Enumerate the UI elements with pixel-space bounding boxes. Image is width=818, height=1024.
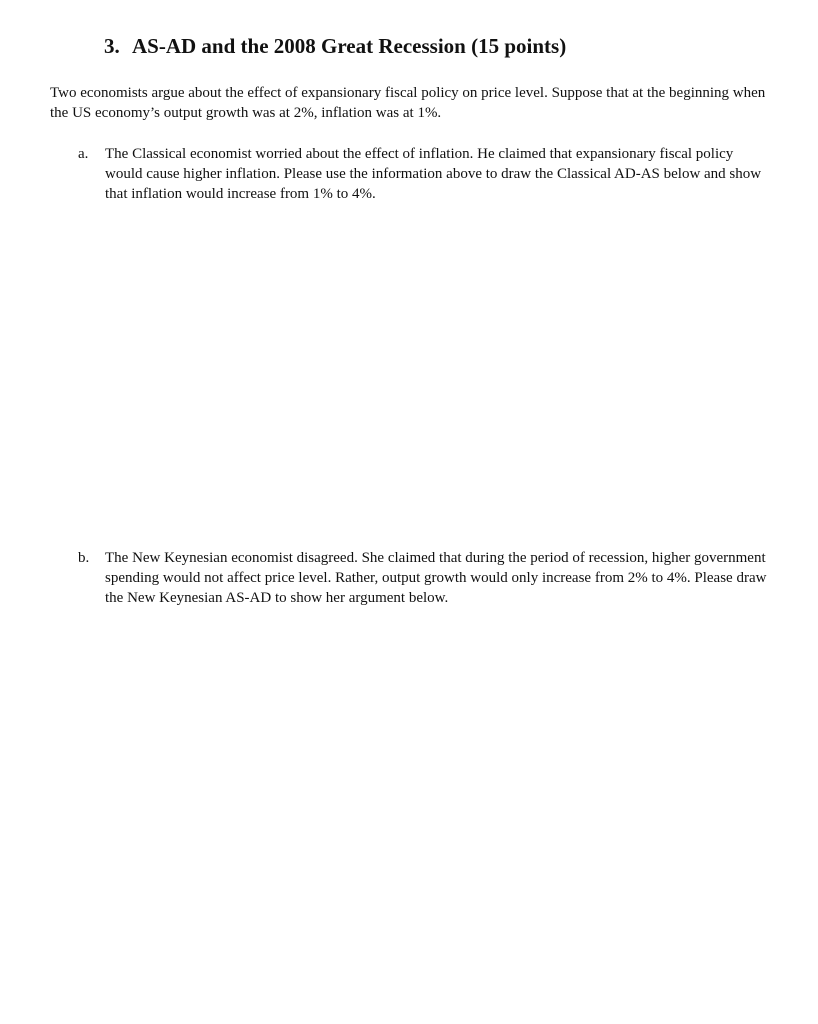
part-b (78, 548, 768, 608)
question-title: AS-AD and the 2008 Great Recession (15 points) (132, 34, 567, 58)
question-heading (104, 34, 566, 59)
part-b-text: The New Keynesian economist disagreed. She claimed that during the period of recession, higher government spending would not affect price level. Rather, output growth would only increase from 2% to 4%. Please draw the New Keynesian AS-AD to show her argument below. (105, 550, 767, 606)
question-number: 3. (104, 34, 120, 58)
part-a-marker: a. (78, 146, 89, 162)
question-intro: Two economists argue about the effect of expansionary fiscal policy on price level. Suppose that at the beginning when the US economy’s output growth was at 2%, inflation was at 1%. (50, 85, 766, 121)
part-a (78, 144, 768, 204)
part-a-answer-space (50, 212, 770, 532)
part-b-answer-space (50, 616, 770, 996)
part-a-text: The Classical economist worried about the effect of inflation. He claimed that expansionary fiscal policy would cause higher inflation. Please use the information above to draw the Classical AD-AS below and show that inflation would increase from 1% to 4%. (105, 146, 762, 202)
part-b-marker: b. (78, 550, 90, 566)
